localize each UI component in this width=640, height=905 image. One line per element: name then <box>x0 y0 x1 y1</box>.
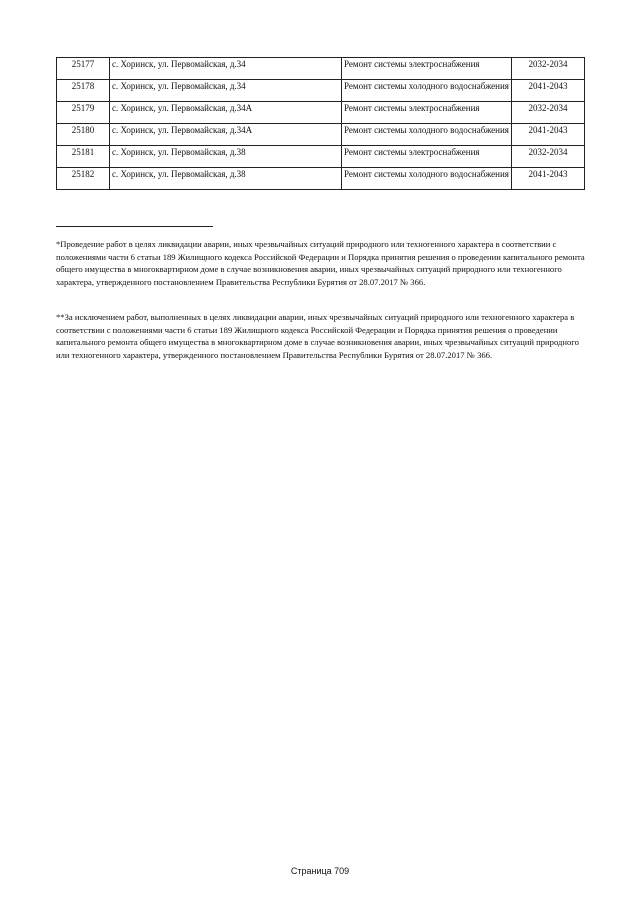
row-id-cell: 25179 <box>57 102 110 124</box>
row-id-cell: 25177 <box>57 58 110 80</box>
address-cell: с. Хоринск, ул. Первомайская, д.38 <box>110 168 342 190</box>
row-id-cell: 25182 <box>57 168 110 190</box>
table-row <box>57 124 585 146</box>
address-cell: с. Хоринск, ул. Первомайская, д.34А <box>110 124 342 146</box>
footnote-single-asterisk: *Проведение работ в целях ликвидации аварии, иных чрезвычайных ситуаций природного или техногенного характера в соответствии с положениями части 6 статьи 189 Жилищного кодекса Российской Федерации и Порядка принятия решения о проведении капитального ремонта общего имущества в многоквартирном доме в случае возникновения аварии, иных чрезвычайных ситуаций природного или техногенного характера, утвержденного постановлением Правительства Республики Бурятия от 28.07.2017 № 366. <box>56 239 585 287</box>
work-type-cell: Ремонт системы электроснабжения <box>342 146 512 168</box>
page-number: Страница 709 <box>290 866 350 876</box>
footnote-double-asterisk: **За исключением работ, выполненных в целях ликвидации аварии, иных чрезвычайных ситуаций природного или техногенного характера в соответствии с положениями части 6 статьи 189 Жилищного кодекса Российской Федерации и Порядка принятия решения о проведении капитального ремонта общего имущества в многоквартирном доме в случае возникновения аварии, иных чрезвычайных ситуаций природного или техногенного характера, утвержденного постановлением Правительства Республики Бурятия от 28.07.2017 № 366. <box>56 312 579 360</box>
work-type-cell: Ремонт системы холодного водоснабжения <box>342 124 512 146</box>
table-row <box>57 58 585 80</box>
row-id-cell: 25180 <box>57 124 110 146</box>
period-cell: 2032-2034 <box>512 58 585 80</box>
period-cell: 2041-2043 <box>512 124 585 146</box>
table-row <box>57 80 585 102</box>
work-type-cell: Ремонт системы электроснабжения <box>342 102 512 124</box>
address-cell: с. Хоринск, ул. Первомайская, д.34 <box>110 58 342 80</box>
period-cell: 2041-2043 <box>512 168 585 190</box>
row-id-cell: 25181 <box>57 146 110 168</box>
work-type-cell: Ремонт системы холодного водоснабжения <box>342 168 512 190</box>
row-id-cell: 25178 <box>57 80 110 102</box>
address-cell: с. Хоринск, ул. Первомайская, д.34 <box>110 80 342 102</box>
address-cell: с. Хоринск, ул. Первомайская, д.34А <box>110 102 342 124</box>
work-type-cell: Ремонт системы электроснабжения <box>342 58 512 80</box>
table-row <box>57 102 585 124</box>
address-cell: с. Хоринск, ул. Первомайская, д.38 <box>110 146 342 168</box>
period-cell: 2041-2043 <box>512 80 585 102</box>
work-type-cell: Ремонт системы холодного водоснабжения <box>342 80 512 102</box>
repair-schedule-table <box>56 57 585 190</box>
table-row <box>57 146 585 168</box>
period-cell: 2032-2034 <box>512 102 585 124</box>
footnote-separator <box>56 226 213 227</box>
period-cell: 2032-2034 <box>512 146 585 168</box>
table-row <box>57 168 585 190</box>
